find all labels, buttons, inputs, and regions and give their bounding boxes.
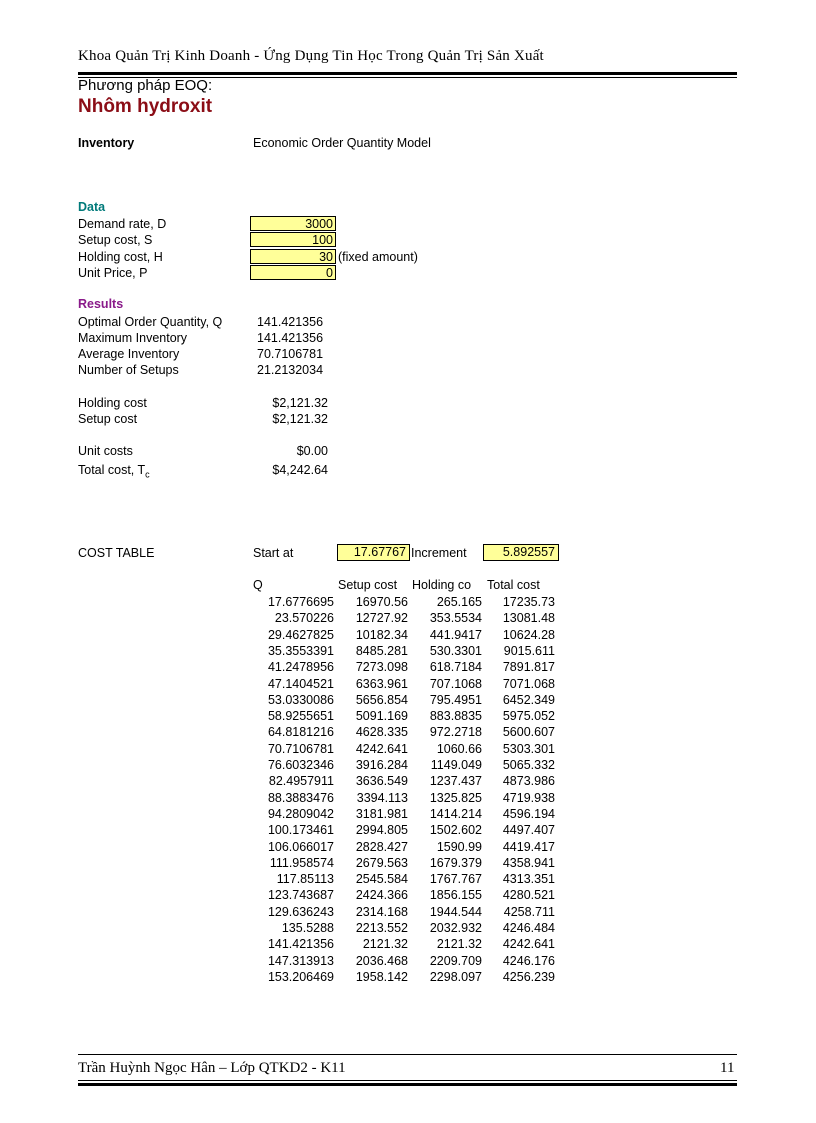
total-cost-value: $4,242.64 [272, 463, 328, 477]
table-cell-setup-cost: 4242.641 [355, 741, 408, 756]
table-cell-total-cost: 5600.607 [502, 725, 555, 740]
table-cell-holding-cost: 353.5534 [429, 611, 482, 626]
table-cell-setup-cost: 4628.335 [355, 725, 408, 740]
table-cell-total-cost: 4596.194 [502, 806, 555, 821]
table-cell-q: 147.313913 [267, 953, 334, 968]
table-cell-total-cost: 4258.711 [503, 904, 555, 919]
table-cell-holding-cost: 618.7184 [429, 660, 482, 675]
result-value: 141.421356 [257, 331, 324, 345]
data-row-label: Holding cost, H [78, 250, 163, 264]
table-cell-q: 94.2809042 [267, 806, 334, 821]
method-label: Phương pháp EOQ: [78, 77, 213, 94]
table-cell-holding-cost: 2298.097 [429, 969, 482, 984]
table-cell-q: 64.8181216 [267, 725, 334, 740]
table-cell-holding-cost: 883.8835 [429, 709, 482, 724]
table-cell-q: 17.6776695 [267, 595, 334, 609]
table-cell-setup-cost: 8485.281 [355, 643, 408, 658]
table-cell-q: 106.066017 [267, 839, 334, 854]
table-cell-setup-cost: 2213.552 [355, 921, 408, 935]
table-cell-setup-cost: 2545.584 [355, 872, 408, 887]
table-cell-setup-cost: 3916.284 [355, 758, 408, 772]
data-row-input[interactable]: 0 [250, 265, 336, 280]
data-heading: Data [78, 200, 106, 214]
result-value: 21.2132034 [257, 363, 324, 377]
table-cell-q: 82.4957911 [268, 774, 334, 789]
increment-label: Increment [411, 546, 467, 560]
result-label: Average Inventory [78, 347, 180, 361]
table-cell-q: 29.4627825 [267, 627, 334, 642]
table-cell-q: 141.421356 [267, 937, 334, 952]
table-cell-setup-cost: 2036.468 [355, 953, 408, 968]
cost-value: $2,121.32 [272, 396, 328, 410]
table-cell-q: 129.636243 [267, 904, 334, 919]
data-row-input[interactable]: 30 [250, 249, 336, 264]
table-cell-total-cost: 17235.73 [502, 595, 555, 609]
table-cell-setup-cost: 12727.92 [355, 611, 408, 626]
table-cell-setup-cost: 5091.169 [355, 709, 408, 724]
table-cell-holding-cost: 1149.049 [430, 758, 482, 772]
table-cell-setup-cost: 5656.854 [355, 692, 408, 707]
table-cell-holding-cost: 2209.709 [429, 953, 482, 968]
cost-table-label: COST TABLE [78, 546, 155, 560]
table-cell-total-cost: 4873.986 [502, 774, 555, 789]
unit-costs-label: Unit costs [78, 444, 133, 458]
table-cell-setup-cost: 16970.56 [355, 595, 408, 609]
data-row-note: (fixed amount) [338, 250, 418, 264]
table-cell-total-cost: 9015.611 [503, 643, 555, 658]
table-cell-holding-cost: 1679.379 [429, 855, 482, 870]
table-cell-holding-cost: 1856.155 [429, 888, 482, 903]
footer-rule-thin [78, 1080, 737, 1081]
table-cell-setup-cost: 2679.563 [355, 855, 408, 870]
result-value: 141.421356 [257, 315, 324, 329]
result-label: Optimal Order Quantity, Q [78, 315, 223, 329]
table-cell-total-cost: 7891.817 [502, 660, 555, 675]
table-cell-setup-cost: 3394.113 [356, 790, 408, 805]
data-row-label: Setup cost, S [78, 233, 153, 247]
table-cell-holding-cost: 530.3301 [429, 643, 482, 658]
table-cell-setup-cost: 3181.981 [355, 806, 408, 821]
page-title: Nhôm hydroxit [78, 96, 213, 117]
table-cell-holding-cost: 2032.932 [429, 921, 482, 935]
table-cell-holding-cost: 1060.66 [436, 741, 482, 756]
table-cell-total-cost: 4280.521 [502, 888, 555, 903]
table-cell-setup-cost: 1958.142 [355, 969, 408, 984]
table-cell-holding-cost: 1325.825 [429, 790, 482, 805]
total-cost-label-text: Total cost, T [78, 463, 146, 477]
table-cell-total-cost: 4242.641 [502, 937, 555, 952]
table-cell-total-cost: 4256.239 [502, 969, 555, 984]
data-row-input[interactable]: 100 [250, 232, 336, 247]
table-cell-setup-cost: 2994.805 [355, 823, 408, 838]
table-cell-q: 47.1404521 [267, 676, 334, 691]
table-cell-setup-cost: 3636.549 [355, 774, 408, 789]
model-name: Economic Order Quantity Model [253, 136, 431, 150]
result-label: Number of Setups [78, 363, 179, 377]
total-cost-label [78, 463, 150, 480]
unit-costs-value: $0.00 [296, 444, 328, 458]
page-number: 11 [720, 1060, 735, 1076]
table-cell-q: 111.958574 [269, 855, 334, 870]
table-header-setup: Setup cost [338, 578, 398, 592]
table-header-total: Total cost [487, 578, 540, 592]
start-at-label: Start at [253, 546, 294, 560]
table-cell-total-cost: 6452.349 [502, 692, 555, 707]
table-cell-holding-cost: 265.165 [436, 595, 482, 609]
footer-rule-thick [78, 1083, 737, 1086]
table-cell-q: 76.6032346 [267, 758, 334, 772]
table-cell-total-cost: 4246.484 [502, 921, 555, 935]
table-cell-total-cost: 13081.48 [502, 611, 555, 626]
table-cell-total-cost: 4419.417 [502, 839, 555, 854]
cost-label: Setup cost [78, 412, 138, 426]
table-cell-q: 70.7106781 [267, 741, 334, 756]
table-cell-setup-cost: 6363.961 [355, 676, 408, 691]
table-cell-total-cost: 4497.407 [502, 823, 555, 838]
table-cell-total-cost: 4246.176 [502, 953, 555, 968]
table-cell-total-cost: 4313.351 [502, 872, 555, 887]
table-cell-holding-cost: 441.9417 [429, 627, 482, 642]
table-cell-setup-cost: 2828.427 [355, 839, 408, 854]
table-cell-setup-cost: 7273.098 [355, 660, 408, 675]
increment-input[interactable]: 5.892557 [483, 544, 559, 561]
table-cell-holding-cost: 1944.544 [429, 904, 482, 919]
table-cell-q: 23.570226 [274, 611, 334, 626]
page-header: Khoa Quản Trị Kinh Doanh - Ứng Dụng Tin Học Trong Quản Trị Sản Xuất [78, 48, 544, 64]
results-heading: Results [78, 297, 124, 311]
table-cell-holding-cost: 2121.32 [436, 937, 482, 952]
table-cell-holding-cost: 1237.437 [429, 774, 482, 789]
table-cell-holding-cost: 707.1068 [429, 676, 482, 691]
table-cell-q: 41.2478956 [267, 660, 334, 675]
result-value: 70.7106781 [257, 347, 324, 361]
table-cell-q: 123.743687 [267, 888, 334, 903]
start-at-input[interactable]: 17.67767 [337, 544, 410, 561]
data-row-label: Unit Price, P [78, 266, 148, 280]
table-cell-total-cost: 7071.068 [502, 676, 555, 691]
data-row-label: Demand rate, D [78, 217, 167, 231]
table-cell-q: 58.9255651 [267, 709, 334, 724]
table-cell-holding-cost: 1502.602 [429, 823, 482, 838]
result-label: Maximum Inventory [78, 331, 188, 345]
table-cell-q: 88.3883476 [267, 790, 334, 805]
table-cell-q: 35.3553391 [267, 643, 334, 658]
table-cell-total-cost: 5065.332 [502, 758, 555, 772]
inventory-label: Inventory [78, 136, 135, 150]
table-cell-setup-cost: 2424.366 [355, 888, 408, 903]
table-cell-holding-cost: 1590.99 [436, 839, 482, 854]
table-cell-setup-cost: 10182.34 [355, 627, 408, 642]
table-cell-q: 100.173461 [267, 823, 334, 838]
table-cell-setup-cost: 2121.32 [362, 937, 408, 952]
header-rule-thick [78, 72, 737, 75]
table-cell-holding-cost: 1767.767 [429, 872, 482, 887]
table-cell-total-cost: 4719.938 [502, 790, 555, 805]
table-cell-q: 117.85113 [276, 872, 334, 887]
table-cell-total-cost: 4358.941 [502, 855, 555, 870]
cost-value: $2,121.32 [272, 412, 328, 426]
table-header-holding: Holding co [412, 578, 472, 592]
table-cell-total-cost: 10624.28 [502, 627, 555, 642]
table-cell-holding-cost: 795.4951 [429, 692, 482, 707]
table-cell-holding-cost: 972.2718 [429, 725, 482, 740]
table-cell-q: 135.5288 [281, 921, 334, 935]
table-cell-holding-cost: 1414.214 [429, 806, 482, 821]
table-cell-setup-cost: 2314.168 [355, 904, 408, 919]
footer-rule-top [78, 1054, 737, 1055]
total-cost-subscript: c [145, 469, 150, 480]
table-cell-q: 153.206469 [267, 969, 334, 984]
footer-text: Trần Huỳnh Ngọc Hân – Lớp QTKD2 - K11 [78, 1060, 346, 1076]
table-cell-total-cost: 5975.052 [502, 709, 555, 724]
table-cell-total-cost: 5303.301 [502, 741, 555, 756]
data-row-input[interactable]: 3000 [250, 216, 336, 231]
table-header-q: Q [253, 578, 263, 592]
cost-label: Holding cost [78, 396, 147, 410]
table-cell-q: 53.0330086 [267, 692, 334, 707]
